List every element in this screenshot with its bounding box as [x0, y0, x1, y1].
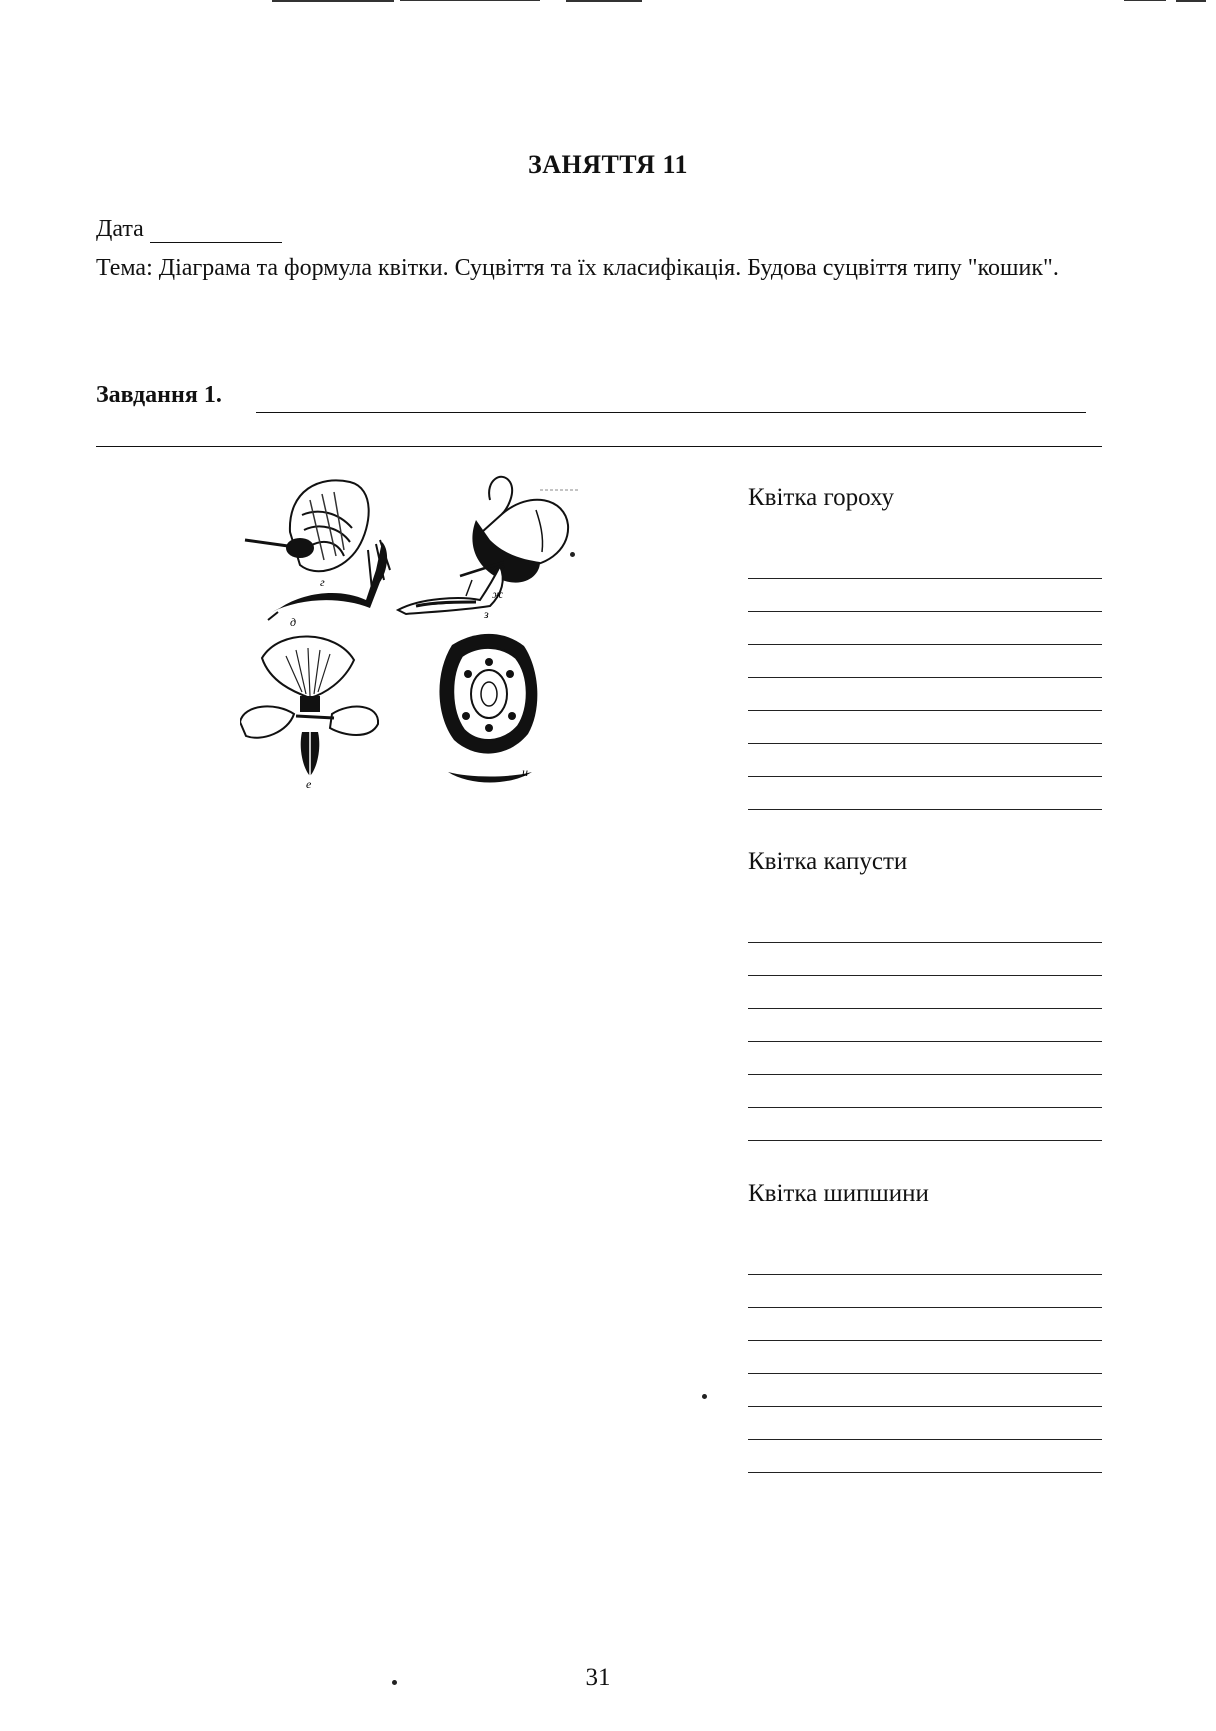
task-answer-line: [96, 446, 1102, 447]
answer-line: [748, 1307, 1102, 1308]
section-title-rosehip: Квітка шипшини: [748, 1180, 929, 1207]
answer-line: [748, 809, 1102, 810]
answer-line: [748, 644, 1102, 645]
answer-line: [748, 975, 1102, 976]
flower-illustration: [240, 470, 660, 850]
figure-label: д: [290, 615, 297, 629]
figure-label: ж: [492, 587, 504, 601]
answer-line: [748, 1274, 1102, 1275]
scan-speck: [702, 1394, 707, 1399]
page-title: ЗАНЯТТЯ 11: [527, 150, 689, 179]
section-title-pea: Квітка гороху: [748, 484, 895, 511]
answer-line: [748, 776, 1102, 777]
answer-line: [748, 1439, 1102, 1440]
answer-line: [748, 1107, 1102, 1108]
date-blank-line: [150, 220, 282, 243]
figure-label: и: [522, 765, 528, 779]
date-row: [96, 216, 282, 243]
figure-label: е: [306, 777, 312, 791]
page-number: 31: [585, 1664, 611, 1691]
flower-illustration-svg: [240, 470, 660, 850]
scan-speck: [570, 552, 575, 557]
answer-line: [748, 1373, 1102, 1374]
answer-line: [748, 578, 1102, 579]
scan-artifact-line: [1124, 0, 1166, 1]
answer-line: [748, 710, 1102, 711]
figure-label: г: [320, 575, 325, 589]
answer-line: [748, 942, 1102, 943]
pea-flower-side-view: [245, 480, 369, 571]
section-title-cabbage: Квітка капусти: [748, 848, 908, 875]
answer-line: [748, 611, 1102, 612]
answer-line: [748, 677, 1102, 678]
task-label: Завдання 1.: [96, 382, 222, 408]
answer-line: [748, 1472, 1102, 1473]
floral-diagram: [439, 634, 537, 783]
answer-line: [748, 743, 1102, 744]
date-label: Дата: [96, 216, 144, 242]
scan-artifact-line: [566, 0, 642, 2]
answer-line: [748, 1140, 1102, 1141]
answer-line: [748, 1008, 1102, 1009]
answer-line: [748, 1340, 1102, 1341]
answer-line: [748, 1074, 1102, 1075]
scan-artifact-line: [1176, 0, 1206, 2]
task-answer-line: [256, 412, 1086, 413]
pea-flower-open-view: [460, 477, 580, 596]
answer-line: [748, 1406, 1102, 1407]
scan-artifact-line: [400, 0, 540, 1]
answer-line: [748, 1041, 1102, 1042]
scan-artifact-line: [272, 0, 394, 2]
topic-text: Тема: Діаграма та формула квітки. Суцвіття та їх класифікація. Будова суцвіття типу "кошик".: [96, 255, 1059, 281]
figure-label: з: [484, 607, 489, 621]
dissected-petals-drawing: [240, 636, 378, 776]
